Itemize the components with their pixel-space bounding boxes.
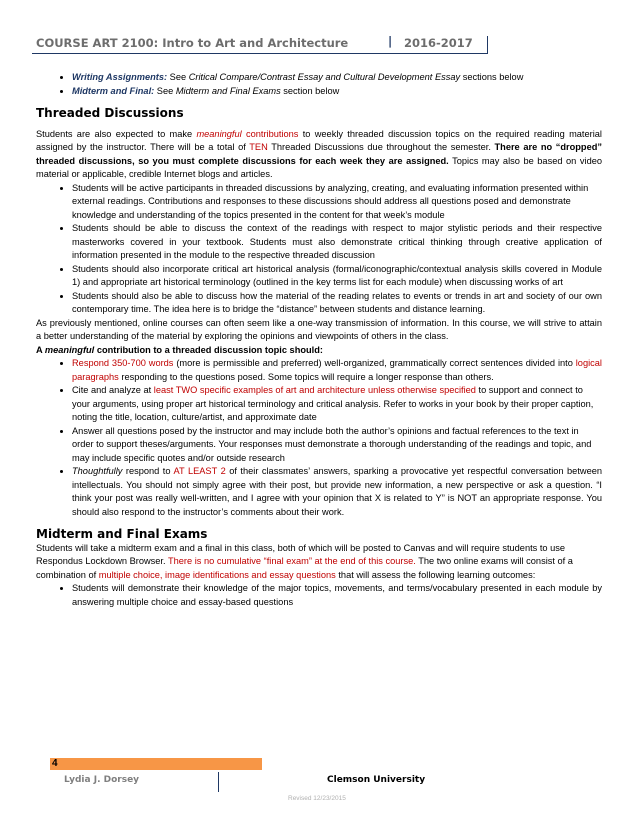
exam-outcomes-list	[36, 582, 602, 609]
contribution-requirements-list	[36, 357, 602, 519]
list-item: • Cite and analyze at least TWO specific examples of art and architecture unless otherwise specified to support and connect to your arguments, using proper art historical terminology and critical analysis. Refer to works in your book by their proper caption, noting the title, location, culture/artist, and approximate date	[72, 384, 602, 425]
running-header	[36, 36, 488, 50]
list-item: • Writing Assignments: See Critical Compare/Contrast Essay and Cultural Development Essay sections below	[72, 71, 602, 85]
assignment-list	[36, 71, 602, 98]
threaded-intro-paragraph: Students are also expected to make meaningful contributions to weekly threaded discussion topics on the required reading material assigned by the instructor. There will be a total of TEN Threaded Discussions due throughout the semester. There are no “dropped” threaded discussions, so you must complete discussions for each week they are assigned. Topics may also be based on video material or applicable, credible Internet blogs and articles.	[36, 128, 602, 179]
section-heading-exams: Midterm and Final Exams	[36, 527, 208, 541]
page-number-bar	[50, 758, 262, 770]
meaningful-contribution-lead: A meaningful contribution to a threaded discussion topic should:	[36, 344, 323, 355]
threaded-expectations-list	[36, 182, 602, 317]
list-item: • Respond 350-700 words (more is permissible and preferred) well-organized, grammatically correct sentences divided into logical paragraphs responding to the questions posed. Some topics will require a longer response than others.	[72, 357, 602, 384]
document-body	[36, 71, 602, 609]
footer-author: Lydia J. Dorsey	[64, 775, 140, 785]
list-item: • Students will demonstrate their knowledge of the major topics, movements, and terms/vocabulary presented in each module by answering multiple choice and essay-based questions	[72, 582, 602, 609]
list-item: • Thoughtfully respond to AT LEAST 2 of their classmates’ answers, sparking a provocative yet respectful conversation between intellectuals. You should not simply agree with their post, but provide new information, a new perspective or ask a question. “I think your post was really well-written, and I agree with your opinion that X is related to Y” is NOT an appropriate response. You should also respond to the instructor’s comments about their work.	[72, 465, 602, 519]
threaded-paragraph-2: As previously mentioned, online courses can often seem like a one-way transmission of information. In this course, we will strive to attain a better understanding of the material by exploring the opinions and viewpoints of others in the class.	[36, 317, 602, 341]
list-item: • Students should also incorporate critical art historical analysis (formal/iconographic/contextual analysis skills covered in Module 1) and appropriate art historical terminology (outlined in the key terms list for each module) when discussing works of art	[72, 263, 602, 290]
footer-vertical-rule	[218, 772, 219, 792]
list-item: • Students will be active participants in threaded discussions by analyzing, creating, and evaluating information presented within external readings. Contributions and responses to these discussions should address all questions posed and demonstrate knowledge and understanding of the topics presented in the content for that week’s module	[72, 182, 602, 223]
footer-university: Clemson University	[327, 775, 426, 785]
header-rule	[32, 53, 488, 54]
list-item: • Students should be able to discuss the context of the readings with respect to major stylistic periods and their respective masterworks covered in your textbook. Students must also demonstrate critical thinking through creative application of information presented in the module to the respective threaded discussion	[72, 222, 602, 263]
page-number: 4	[52, 758, 58, 769]
header-separator: |	[388, 34, 393, 48]
academic-year: 2016-2017	[404, 36, 473, 50]
list-item: • Students should also be able to discuss how the material of the reading relates to events or trends in art and society of our own contemporary time. The idea here is to bridge the “distance” between students and distance learning.	[72, 290, 602, 317]
section-heading-threaded: Threaded Discussions	[36, 106, 184, 120]
course-title: COURSE ART 2100: Intro to Art and Architecture	[36, 36, 349, 50]
revision-date: Revised 12/23/2015	[288, 795, 346, 802]
list-item: • Midterm and Final: See Midterm and Final Exams section below	[72, 85, 602, 99]
list-item: • Answer all questions posed by the instructor and may include both the author’s opinions and factual references to the text in order to support theses/arguments. Your responses must demonstrate a thorough understanding of the readings and topic, and may include specific quotes and/or outside research	[72, 425, 602, 466]
header-vertical-rule	[487, 36, 488, 54]
exams-paragraph: Students will take a midterm exam and a final in this class, both of which will be posted to Canvas and will require students to use Respondus Lockdown Browser. There is no cumulative “final exam” at the end of this course. The two online exams will consist of a combination of multiple choice, image identifications and essay questions that will assess the following learning outcomes:	[36, 542, 573, 580]
